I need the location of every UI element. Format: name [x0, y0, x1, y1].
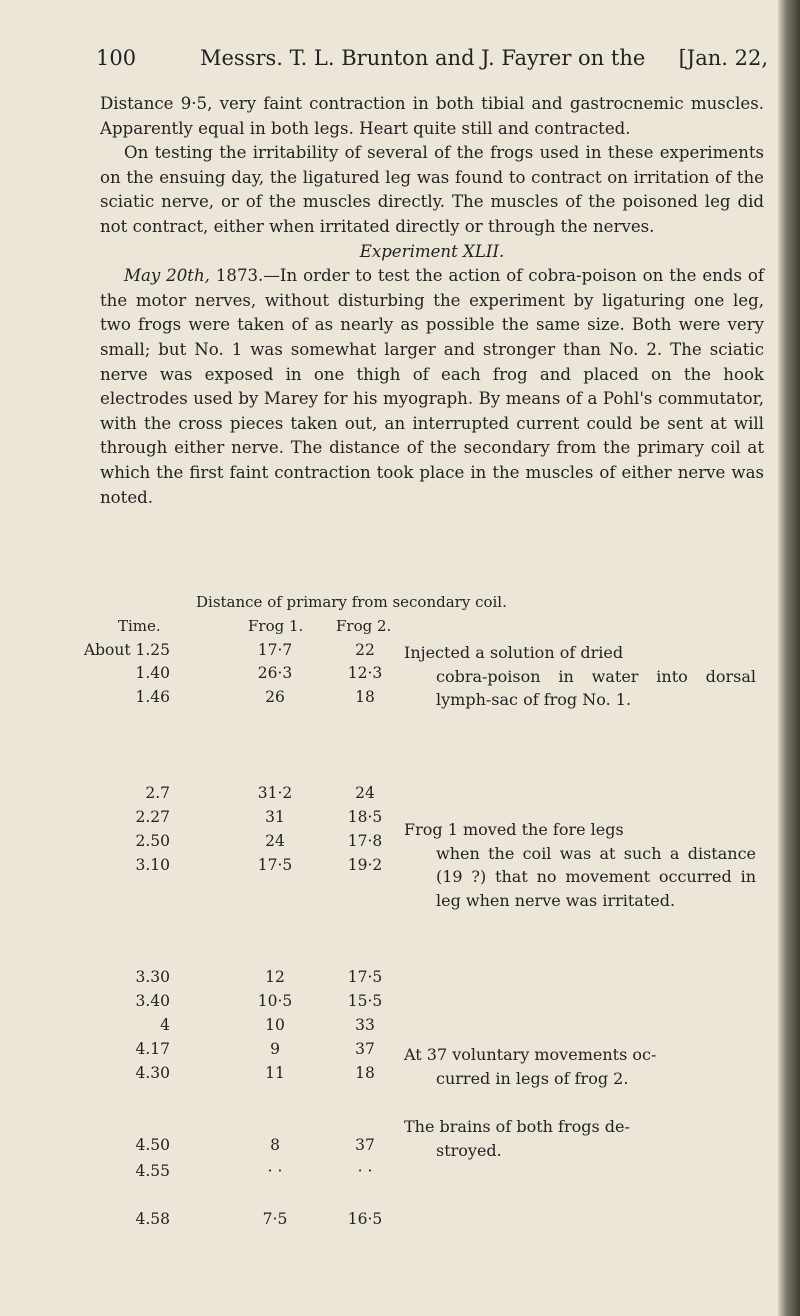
table-row: [0, 1210, 800, 1234]
note-voluntary-rest: curred in legs of frog 2.: [436, 1068, 629, 1088]
cell-frog1: · ·: [267, 1162, 283, 1180]
note-fore-legs: [404, 818, 756, 912]
note-injection: [404, 641, 756, 712]
experiment-title: Experiment XLII.: [359, 241, 505, 261]
cell-time: 3.30: [135, 968, 170, 986]
cell-frog1: 31: [265, 808, 285, 826]
cell-frog1: 12: [265, 968, 285, 986]
cell-frog2: 19·2: [347, 856, 383, 874]
cell-frog1: 17·5: [257, 856, 293, 874]
cell-time: 4.55: [135, 1162, 170, 1180]
cell-time: 4: [160, 1016, 170, 1034]
paragraph-1: Distance 9·5, very faint contraction in both tibial and gastrocnemic muscles. Apparently equal in both legs. Heart quite still and contracted.: [100, 94, 764, 138]
running-title: Messrs. T. L. Brunton and J. Fayrer on the: [200, 46, 646, 70]
cell-frog1: 17·7: [257, 641, 293, 659]
cell-frog1: 10: [265, 1016, 285, 1034]
cell-time: 3.10: [135, 856, 170, 874]
cell-frog1: 10·5: [257, 992, 293, 1010]
cell-frog2: 17·5: [347, 968, 383, 986]
cell-frog1: 26·3: [257, 664, 293, 682]
cell-time: 4.50: [135, 1136, 170, 1154]
cell-frog2: 37: [355, 1040, 375, 1058]
table-caption: Distance of primary from secondary coil.: [196, 593, 507, 611]
paragraph-2: On testing the irritability of several of the frogs used in these experiments on the ensuing day, the ligatured leg was found to contract on irritation of the sciatic nerve, or of the muscles directly. The muscles of the poisoned leg did not contract, either when irritated directly or through the nerves.: [100, 143, 764, 236]
cell-time: 4.30: [135, 1064, 170, 1082]
table-row: [0, 968, 800, 992]
cell-time: 1.40: [135, 664, 170, 682]
book-edge: [778, 0, 800, 1316]
cell-frog2: 18·5: [347, 808, 383, 826]
cell-time: 2.7: [145, 784, 170, 802]
cell-frog1: 7·5: [262, 1210, 288, 1228]
note-voluntary-first: At 37 voluntary movements oc-: [404, 1045, 657, 1064]
cell-frog1: 26: [265, 688, 285, 706]
cell-frog2: 24: [355, 784, 375, 802]
col-head-frog2: Frog 2.: [336, 617, 392, 635]
cell-frog1: 31·2: [257, 784, 293, 802]
experiment-date: May 20th,: [124, 266, 210, 286]
page-header: [96, 46, 768, 76]
experiment-paragraph: [100, 264, 764, 510]
experiment-text: 1873.—In order to test the action of cobra-poison on the ends of the motor nerves, without disturbing the experiment by ligaturing one leg, two frogs were taken of as nearly as possible the same size. Both were very small; but No. 1 was somewhat larger and stronger than No. 2. The sciatic nerve was exposed in one thigh of each frog and placed on the hook electrodes used by Marey for his myograph. By means of a Pohl's commutator, with the cross pieces taken out, an interrupted current could be sent at will through either nerve. The distance of the secondary from the primary coil at which the first faint contraction took place in the muscles of either nerve was noted.: [100, 266, 765, 507]
header-date: [Jan. 22,: [678, 46, 768, 70]
cell-time: 4.17: [135, 1040, 170, 1058]
cell-frog2: 33: [355, 1016, 375, 1034]
cell-time: 1.46: [135, 688, 170, 706]
page-number: 100: [96, 46, 137, 70]
col-head-frog1: Frog 1.: [248, 617, 304, 635]
cell-frog2: 37: [355, 1136, 375, 1154]
note-brains-first: The brains of both frogs de-: [404, 1117, 630, 1136]
cell-time: About 1.25: [83, 641, 170, 659]
col-head-time: Time.: [118, 617, 161, 635]
table-row: [0, 1162, 800, 1186]
cell-frog2: 22: [355, 641, 375, 659]
cell-time: 2.50: [135, 832, 170, 850]
cell-frog2: 16·5: [347, 1210, 383, 1228]
cell-frog1: 9: [270, 1040, 280, 1058]
cell-frog2: · ·: [357, 1162, 373, 1180]
table-row: [0, 992, 800, 1016]
cell-frog2: 18: [355, 688, 375, 706]
note-fore-legs-first: Frog 1 moved the fore legs: [404, 820, 624, 839]
cell-frog1: 11: [265, 1064, 285, 1082]
cell-frog2: 15·5: [347, 992, 383, 1010]
cell-frog1: 24: [265, 832, 285, 850]
note-injection-first: Injected a solution of dried: [404, 643, 624, 662]
note-voluntary-movements: [404, 1043, 756, 1090]
table-row: [0, 1016, 800, 1040]
note-injection-rest: cobra-poison in water into dorsal lymph-sac of frog No. 1.: [436, 666, 756, 709]
cell-frog1: 8: [270, 1136, 280, 1154]
table-row: [0, 784, 800, 808]
cell-frog2: 18: [355, 1064, 375, 1082]
body-text: [100, 92, 764, 510]
cell-time: 4.58: [135, 1210, 170, 1228]
note-fore-legs-rest: when the coil was at such a distance (19 ?) that no movement occurred in leg when nerve was irritated.: [436, 843, 756, 910]
cell-frog2: 12·3: [347, 664, 383, 682]
cell-frog2: 17·8: [347, 832, 383, 850]
cell-time: 3.40: [135, 992, 170, 1010]
note-brains-rest: stroyed.: [436, 1140, 502, 1160]
note-brains: [404, 1115, 756, 1162]
cell-time: 2.27: [135, 808, 170, 826]
